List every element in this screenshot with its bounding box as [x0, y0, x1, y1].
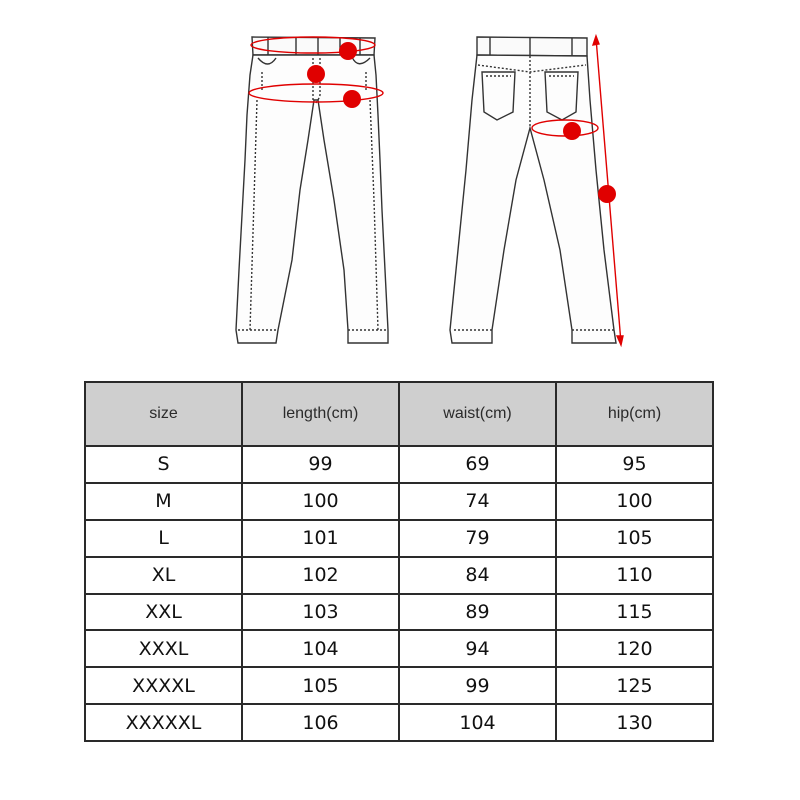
cell-waist: 99	[399, 667, 556, 704]
size-chart-table	[84, 381, 714, 742]
cell-size: M	[85, 483, 242, 520]
cell-length: 99	[242, 446, 399, 483]
cell-waist: 79	[399, 520, 556, 557]
table-row	[85, 483, 713, 520]
cell-length: 106	[242, 704, 399, 741]
cell-size: XXL	[85, 594, 242, 631]
cell-size: XXXXL	[85, 667, 242, 704]
cell-hip: 130	[556, 704, 713, 741]
table-row	[85, 704, 713, 741]
cell-length: 100	[242, 483, 399, 520]
cell-hip: 125	[556, 667, 713, 704]
table-row	[85, 594, 713, 631]
cell-hip: 120	[556, 630, 713, 667]
table-header-row	[85, 382, 713, 446]
cell-length: 104	[242, 630, 399, 667]
table-row	[85, 557, 713, 594]
red-measurement-dot	[339, 42, 357, 60]
table-row	[85, 667, 713, 704]
cell-hip: 105	[556, 520, 713, 557]
cell-length: 105	[242, 667, 399, 704]
cell-size: XXXXXL	[85, 704, 242, 741]
cell-hip: 110	[556, 557, 713, 594]
red-measurement-dot	[563, 122, 581, 140]
cell-hip: 95	[556, 446, 713, 483]
cell-length: 103	[242, 594, 399, 631]
header-waist: waist(cm)	[399, 382, 556, 446]
red-measurement-dot	[598, 185, 616, 203]
cell-length: 101	[242, 520, 399, 557]
red-measurement-dot	[307, 65, 325, 83]
cell-size: S	[85, 446, 242, 483]
cell-waist: 69	[399, 446, 556, 483]
cell-length: 102	[242, 557, 399, 594]
cell-size: L	[85, 520, 242, 557]
table-row	[85, 446, 713, 483]
header-length: length(cm)	[242, 382, 399, 446]
cell-waist: 84	[399, 557, 556, 594]
table-row	[85, 630, 713, 667]
cell-size: XL	[85, 557, 242, 594]
cell-waist: 89	[399, 594, 556, 631]
jeans-measurement-illustration	[0, 0, 800, 370]
cell-waist: 74	[399, 483, 556, 520]
cell-size: XXXL	[85, 630, 242, 667]
front-jeans-icon	[236, 37, 388, 343]
cell-hip: 100	[556, 483, 713, 520]
back-jeans-icon	[450, 37, 616, 343]
cell-waist: 104	[399, 704, 556, 741]
header-size: size	[85, 382, 242, 446]
cell-waist: 94	[399, 630, 556, 667]
red-measurement-dot	[343, 90, 361, 108]
table-row	[85, 520, 713, 557]
cell-hip: 115	[556, 594, 713, 631]
header-hip: hip(cm)	[556, 382, 713, 446]
